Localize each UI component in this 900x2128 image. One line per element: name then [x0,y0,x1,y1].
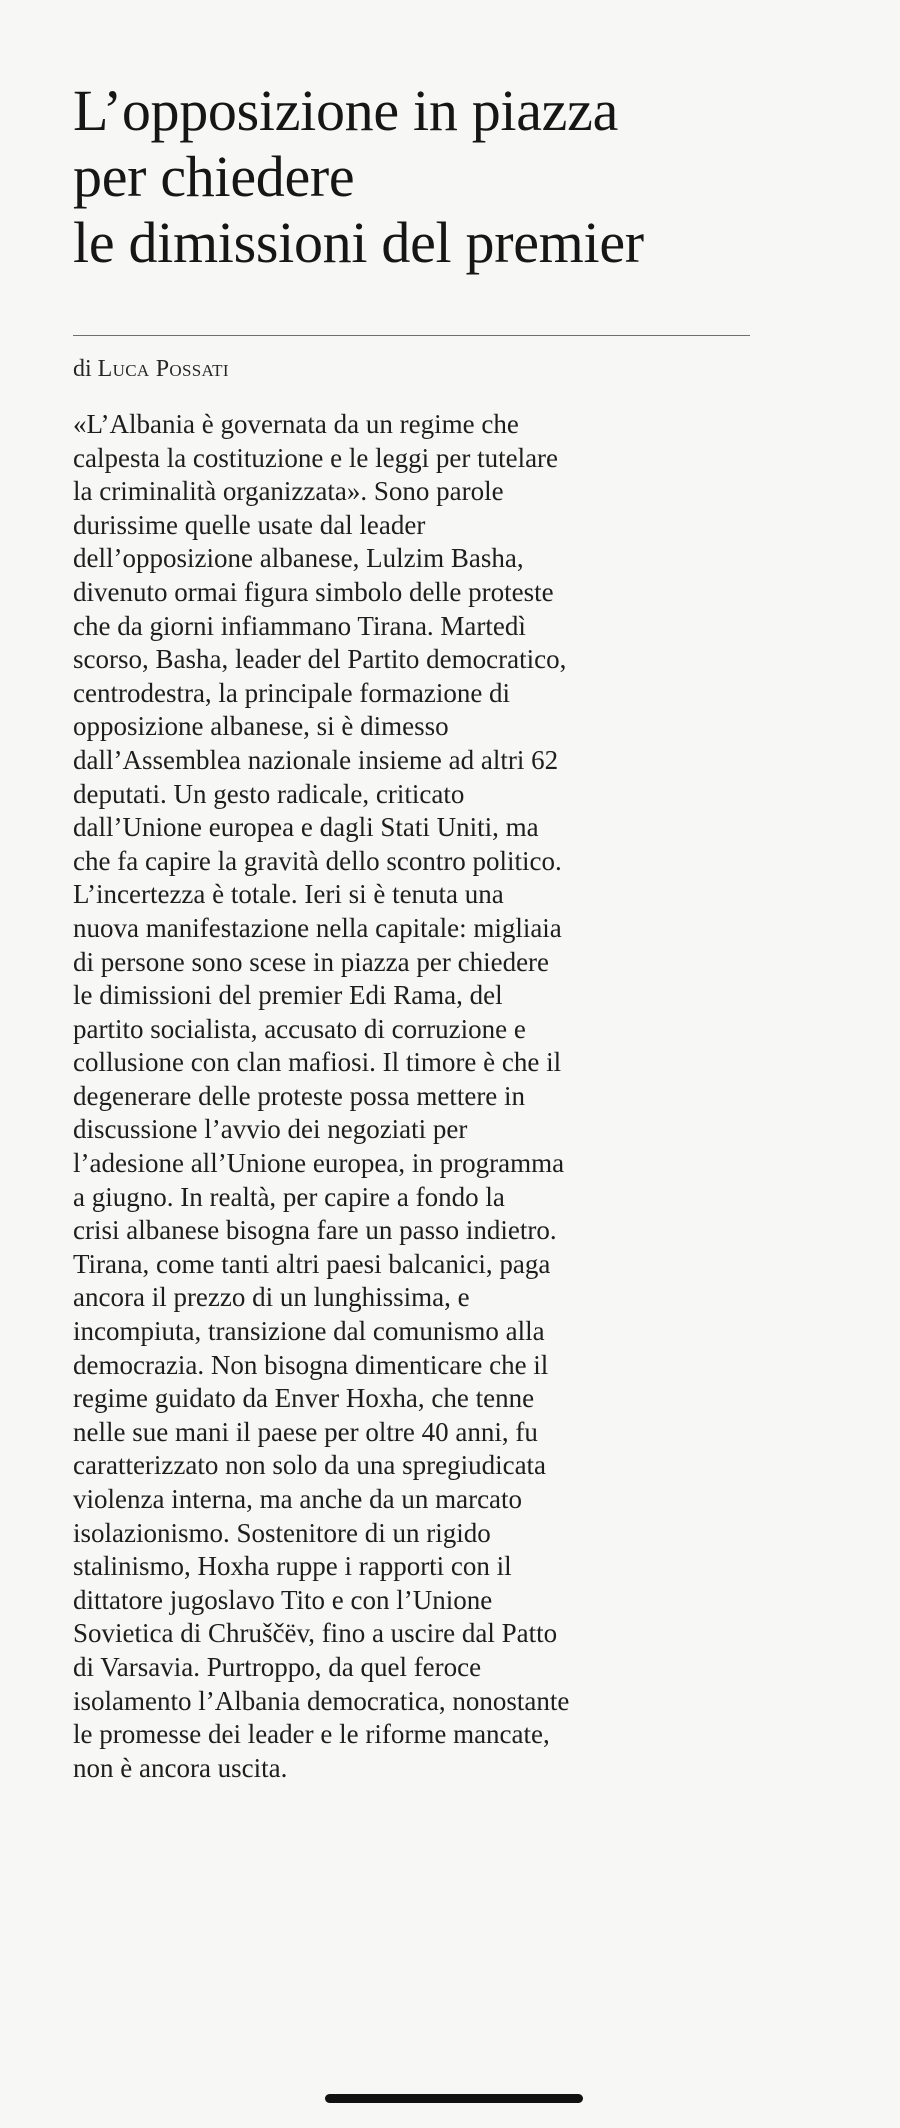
body-line: dall’Assemblea nazionale insieme ad altri 62 [73,744,559,775]
body-line: che fa capire la gravità dello scontro politico. [73,845,562,876]
body-line: dall’Unione europea e dagli Stati Uniti, ma [73,812,539,843]
body-line: collusione con clan mafiosi. Il timore è che il [73,1047,562,1078]
body-line: degenerare delle proteste possa mettere in [73,1080,526,1111]
body-line: le promesse dei leader e le riforme mancate, [73,1719,550,1750]
headline [73,78,763,276]
home-indicator[interactable] [325,2094,583,2103]
body-line: divenuto ormai figura simbolo delle proteste [73,576,554,607]
body-line: l’adesione all’Unione europea, in programma [73,1148,565,1179]
body-line: centrodestra, la principale formazione di [73,677,511,708]
headline-line: L’opposizione in piazza [73,78,619,143]
body-line: incompiuta, transizione dal comunismo alla [73,1316,545,1347]
body-line: nelle sue mani il paese per oltre 40 anni, fu [73,1416,538,1447]
article [73,78,763,1785]
body-line: dell’opposizione albanese, Lulzim Basha, [73,543,524,574]
body-line: discussione l’avvio dei negoziati per [73,1114,468,1145]
article-body [73,408,763,1785]
headline-divider [73,335,750,336]
body-line: democrazia. Non bisogna dimenticare che il [73,1349,549,1380]
body-line: scorso, Basha, leader del Partito democratico, [73,644,567,675]
body-line: durissime quelle usate dal leader [73,509,426,540]
body-line: stalinismo, Hoxha ruppe i rapporti con il [73,1551,512,1582]
body-line: caratterizzato non solo da una spregiudicata [73,1450,547,1481]
body-line: dittatore jugoslavo Tito e con l’Unione [73,1584,493,1615]
body-line: che da giorni infiammano Tirana. Martedì [73,610,526,641]
body-line: la criminalità organizzata». Sono parole [73,476,504,507]
headline-line: le dimissioni del premier [73,210,644,275]
byline-author: Luca Possati [97,356,229,382]
body-line: Tirana, come tanti altri paesi balcanici, paga [73,1248,551,1279]
body-line: a giugno. In realtà, per capire a fondo la [73,1181,505,1212]
body-line: isolazionismo. Sostenitore di un rigido [73,1517,491,1548]
body-line: opposizione albanese, si è dimesso [73,711,449,742]
body-line: partito socialista, accusato di corruzione e [73,1013,526,1044]
body-line: crisi albanese bisogna fare un passo indietro. [73,1215,557,1246]
body-line: le dimissioni del premier Edi Rama, del [73,980,503,1011]
body-line: isolamento l’Albania democratica, nonostante [73,1685,570,1716]
body-line: regime guidato da Enver Hoxha, che tenne [73,1383,535,1414]
byline-prefix: di [73,356,92,382]
body-line: calpesta la costituzione e le leggi per tutelare [73,442,559,473]
body-line: Sovietica di Chruščëv, fino a uscire dal Patto [73,1618,558,1649]
byline [73,354,763,384]
body-line: nuova manifestazione nella capitale: migliaia [73,912,562,943]
body-line: di persone sono scese in piazza per chiedere [73,946,550,977]
body-line: ancora il prezzo di un lunghissima, e [73,1282,470,1313]
body-line: deputati. Un gesto radicale, criticato [73,778,465,809]
body-line: di Varsavia. Purtroppo, da quel feroce [73,1651,482,1682]
body-line: non è ancora uscita. [73,1752,288,1783]
body-line: L’incertezza è totale. Ieri si è tenuta una [73,879,504,910]
body-line: violenza interna, ma anche da un marcato [73,1484,523,1514]
headline-line: per chiedere [73,144,355,209]
body-line: «L’Albania è governata da un regime che [73,409,519,439]
